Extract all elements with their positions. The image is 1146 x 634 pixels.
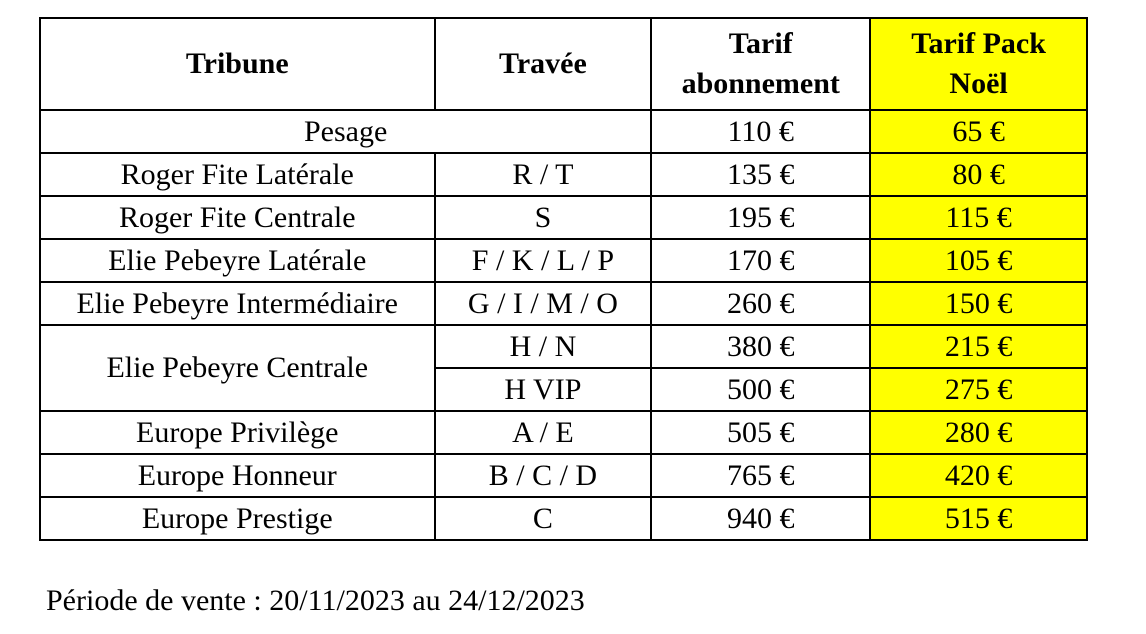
cell-tarif: 260 € (651, 282, 870, 325)
header-tarif-pack-noel (870, 18, 1087, 110)
table-row (40, 411, 1087, 454)
cell-pack: 215 € (870, 325, 1087, 368)
cell-travee: F / K / L / P (435, 239, 652, 282)
header-tarif-abonnement (651, 18, 870, 110)
cell-tribune: Europe Honneur (40, 454, 435, 497)
cell-tribune: Pesage (40, 110, 651, 153)
header-pack-line1: Tarif Pack (911, 27, 1046, 60)
cell-tribune: Roger Fite Latérale (40, 153, 435, 196)
cell-tarif: 940 € (651, 497, 870, 540)
header-travee: Travée (435, 18, 652, 110)
pricing-table (39, 17, 1088, 541)
table-row (40, 325, 1087, 368)
cell-pack: 280 € (870, 411, 1087, 454)
cell-tribune: Elie Pebeyre Centrale (40, 325, 435, 411)
header-tarif-line1: Tarif (728, 27, 793, 60)
header-tribune: Tribune (40, 18, 435, 110)
cell-tribune: Roger Fite Centrale (40, 196, 435, 239)
table-row (40, 110, 1087, 153)
cell-tarif: 765 € (651, 454, 870, 497)
table-row (40, 282, 1087, 325)
cell-pack: 115 € (870, 196, 1087, 239)
cell-tribune: Elie Pebeyre Latérale (40, 239, 435, 282)
cell-travee: G / I / M / O (435, 282, 652, 325)
cell-tribune: Europe Prestige (40, 497, 435, 540)
table-row (40, 454, 1087, 497)
cell-tribune: Elie Pebeyre Intermédiaire (40, 282, 435, 325)
table-row (40, 497, 1087, 540)
cell-pack: 105 € (870, 239, 1087, 282)
cell-pack: 515 € (870, 497, 1087, 540)
cell-tarif: 195 € (651, 196, 870, 239)
cell-tribune: Europe Privilège (40, 411, 435, 454)
cell-tarif: 500 € (651, 368, 870, 411)
cell-pack: 65 € (870, 110, 1087, 153)
cell-travee: C (435, 497, 652, 540)
cell-tarif: 380 € (651, 325, 870, 368)
cell-pack: 275 € (870, 368, 1087, 411)
cell-tarif: 135 € (651, 153, 870, 196)
cell-tarif: 505 € (651, 411, 870, 454)
cell-travee: A / E (435, 411, 652, 454)
cell-pack: 420 € (870, 454, 1087, 497)
table-row (40, 196, 1087, 239)
sale-period-note: Période de vente : 20/11/2023 au 24/12/2023 (46, 584, 585, 617)
table-row (40, 239, 1087, 282)
header-tarif-line2: abonnement (681, 67, 840, 100)
header-pack-line2: Noël (949, 67, 1008, 100)
cell-pack: 150 € (870, 282, 1087, 325)
table-header-row (40, 18, 1087, 110)
cell-tarif: 170 € (651, 239, 870, 282)
cell-pack: 80 € (870, 153, 1087, 196)
cell-travee: R / T (435, 153, 652, 196)
cell-tarif: 110 € (651, 110, 870, 153)
cell-travee: H VIP (435, 368, 652, 411)
cell-travee: B / C / D (435, 454, 652, 497)
cell-travee: S (435, 196, 652, 239)
table-row (40, 153, 1087, 196)
cell-travee: H / N (435, 325, 652, 368)
